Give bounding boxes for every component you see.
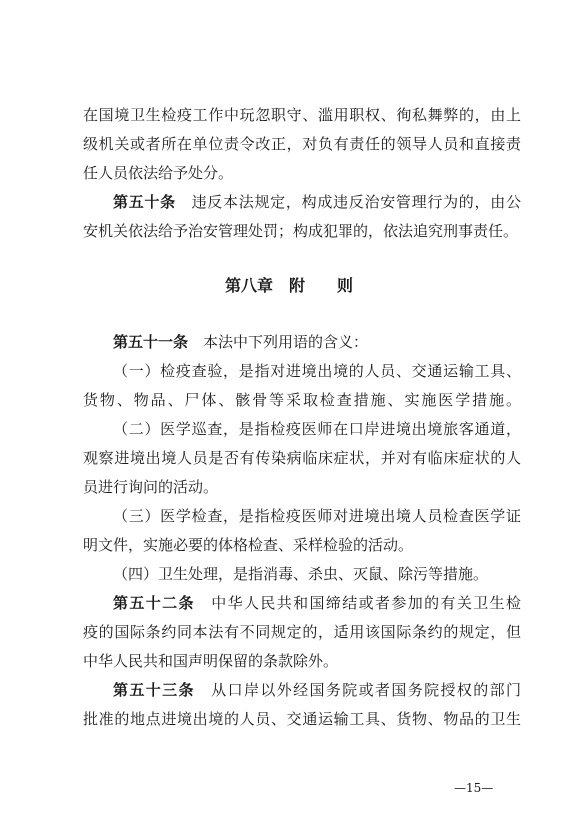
text-line: 在国境卫生检疫工作中玩忽职守、滥用职权、徇私舞弊的，由上: [83, 106, 521, 124]
text-line: 级机关或者所在单位责令改正，对负有责任的领导人员和直接责: [83, 135, 521, 153]
article-text: 违反本法规定，构成违反治安管理行为的，由公: [191, 193, 521, 211]
page-number: —15—: [454, 781, 494, 795]
item-line: （一）检疫查验，是指对进境出境的人员、交通运输工具、: [113, 362, 521, 380]
article-text: 中华人民共和国缔结或者参加的有关卫生检: [211, 594, 521, 612]
text-line: 安机关依法给予治安管理处罚；构成犯罪的，依法追究刑事责任。: [83, 222, 519, 240]
article-51: [83, 328, 521, 589]
article-53: [83, 676, 521, 734]
article-text: 本法中下列用语的含义：: [203, 333, 369, 351]
article-first-line: [83, 589, 521, 618]
article-heading: 第五十条: [113, 193, 176, 211]
item-line: 员进行询问的活动。: [83, 478, 219, 496]
chapter-title: 第八章 附 则: [224, 276, 353, 295]
article-first-line: [83, 328, 521, 357]
article-first-line: [83, 676, 521, 705]
article-first-line: [83, 188, 521, 217]
text-line: 疫的国际条约同本法有不同规定的，适用该国际条约的规定，但: [83, 623, 521, 641]
article-heading: 第五十三条: [113, 681, 195, 699]
paragraph-continuation: [83, 101, 521, 188]
item-line: 货物、物品、尸体、骸骨等采取检查措施、实施医学措施。: [83, 391, 521, 409]
text-line: 任人员依法给予处分。: [83, 164, 234, 182]
item-line: （二）医学巡查，是指检疫医师在口岸进境出境旅客通道，: [113, 420, 521, 438]
article-text: 从口岸以外经国务院或者国务院授权的部门: [211, 681, 521, 699]
article-heading: 第五十一条: [113, 333, 189, 351]
item-line: （四）卫生处理，是指消毒、杀虫、灭鼠、除污等措施。: [113, 565, 489, 583]
text-line: 中华人民共和国声明保留的条款除外。: [83, 652, 339, 670]
article-50: [83, 188, 521, 246]
item-line: 观察进境出境人员是否有传染病临床症状，并对有临床症状的人: [83, 449, 521, 467]
article-52: [83, 589, 521, 676]
item-line: 明文件，实施必要的体格检查、采样检验的活动。: [83, 536, 414, 554]
article-heading: 第五十二条: [113, 594, 195, 612]
text-line: 批准的地点进境出境的人员、交通运输工具、货物、物品的卫生: [83, 710, 521, 728]
item-line: （三）医学检查，是指检疫医师对进境出境人员检查医学证: [113, 507, 521, 525]
